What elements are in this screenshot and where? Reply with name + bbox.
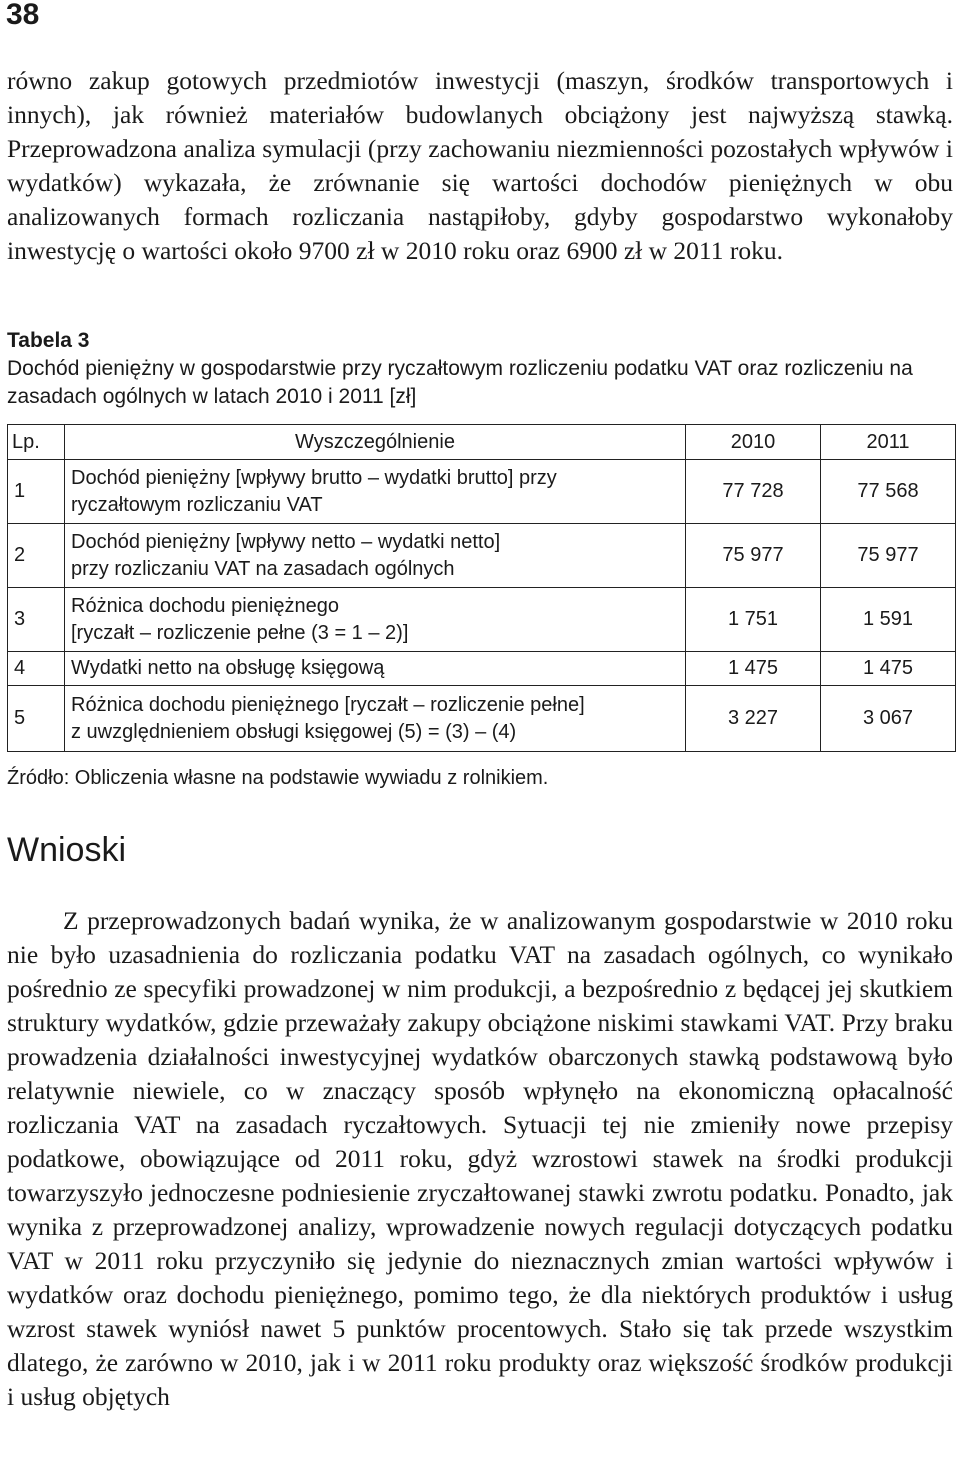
- row-description: [65, 652, 686, 686]
- row-description: [65, 524, 686, 588]
- header-description: Wyszczególnienie: [65, 425, 686, 460]
- row-description-line: Dochód pieniężny [wpływy netto – wydatki netto]: [71, 530, 501, 553]
- header-2011: 2011: [821, 425, 956, 460]
- table-row: [8, 460, 956, 524]
- row-description-line: Różnica dochodu pieniężnego [ryczałt – rozliczenie pełne]: [71, 693, 585, 716]
- table-source-note: Źródło: Obliczenia własne na podstawie wywiadu z rolnikiem.: [7, 767, 549, 789]
- table-row: [8, 588, 956, 652]
- row-description-line: ryczałtowym rozliczaniu VAT: [71, 493, 323, 516]
- row-number: 4: [8, 652, 65, 686]
- value-2010: 3 227: [686, 686, 821, 752]
- table-row: [8, 686, 956, 752]
- value-2010: 1 751: [686, 588, 821, 652]
- row-number: 3: [8, 588, 65, 652]
- row-description: [65, 686, 686, 752]
- row-number: 5: [8, 686, 65, 752]
- paragraph-intro: równo zakup gotowych przedmiotów inwestycji (maszyn, środków transportowych i innych), jak również materiałów budowlanych obciążony jest najwyższą stawką. Przeprowadzona analiza symulacji (przy zachowaniu niezmienności pozostałych wpływów i wydatków) wykazała, że zrównanie się wartości dochodów pieniężnych w obu analizowanych formach rozliczania nastąpiłoby, gdyby gospodarstwo wykonałoby inwestycję o wartości około 9700 zł w 2010 roku oraz 6900 zł w 2011 roku.: [7, 66, 953, 265]
- value-2010: 75 977: [686, 524, 821, 588]
- table-row: [8, 524, 956, 588]
- value-2011: 75 977: [821, 524, 956, 588]
- table-label: Tabela 3: [7, 329, 90, 352]
- row-description-line: z uwzględnieniem obsługi księgowej (5) = (3) – (4): [71, 720, 517, 743]
- table-caption-block: [7, 327, 953, 411]
- table-header-row: [8, 425, 956, 460]
- row-description-line: Różnica dochodu pieniężnego: [71, 594, 339, 617]
- row-description-line: Wydatki netto na obsługę księgową: [71, 657, 385, 679]
- row-description-line: Dochód pieniężny [wpływy brutto – wydatki brutto] przy: [71, 466, 557, 489]
- value-2010: 1 475: [686, 652, 821, 686]
- row-description: [65, 588, 686, 652]
- section-heading: Wnioski: [7, 831, 127, 869]
- row-number: 2: [8, 524, 65, 588]
- value-2010: 77 728: [686, 460, 821, 524]
- table-row: [8, 652, 956, 686]
- row-number: 1: [8, 460, 65, 524]
- value-2011: 3 067: [821, 686, 956, 752]
- paragraph-conclusions: Z przeprowadzonych badań wynika, że w analizowanym gospodarstwie w 2010 roku nie było uzasadnienia do rozliczania podatku VAT na zasadach ogólnych, co wynikało pośrednio ze specyfiki prowadzonej w nim produkcji, a bezpośrednio z będącej jej skutkiem struktury wydatków, gdzie przeważały zakupy obciążone niskimi stawkami VAT. Przy braku prowadzenia działalności inwestycyjnej wydatków obarczonych stawką podstawową było relatywnie niewiele, co w znaczący sposób wpłynęło na ekonomiczną opłacalność rozliczania VAT na zasadach ryczałtowych. Sytuacji tej nie zmieniły nowe przepisy podatkowe, obowiązujące od 2011 roku, gdyż wzrostowi stawek na środki produkcji towarzyszyło jednoczesne podniesienie zryczałtowanej stawki zwrotu podatku. Ponadto, jak wynika z przeprowadzonej analizy, wprowadzenie nowych regulacji dotyczących podatku VAT w 2011 roku przyczyniło się jedynie do nieznacznych zmian wartości wpływów i wydatków oraz dochodu pieniężnego, pomimo tego, że dla niektórych produktów i usług wzrost stawek wyniósł nawet 5 punktów procentowych. Stało się tak przede wszystkim dlatego, że zarówno w 2010, jak i w 2011 roku produkty oraz większość środków produkcji i usług objętych: [7, 906, 953, 1411]
- header-2010: 2010: [686, 425, 821, 460]
- row-description: [65, 460, 686, 524]
- value-2011: 1 475: [821, 652, 956, 686]
- row-description-line: [ryczałt – rozliczenie pełne (3 = 1 – 2)]: [71, 621, 409, 644]
- value-2011: 1 591: [821, 588, 956, 652]
- header-lp: Lp.: [8, 425, 65, 460]
- page-number: 38: [6, 0, 40, 31]
- value-2011: 77 568: [821, 460, 956, 524]
- row-description-line: przy rozliczaniu VAT na zasadach ogólnych: [71, 557, 455, 580]
- data-table: [7, 424, 956, 752]
- table-caption: Dochód pieniężny w gospodarstwie przy ryczałtowym rozliczeniu podatku VAT oraz rozliczeniu na zasadach ogólnych w latach 2010 i 2011 [zł]: [7, 357, 913, 408]
